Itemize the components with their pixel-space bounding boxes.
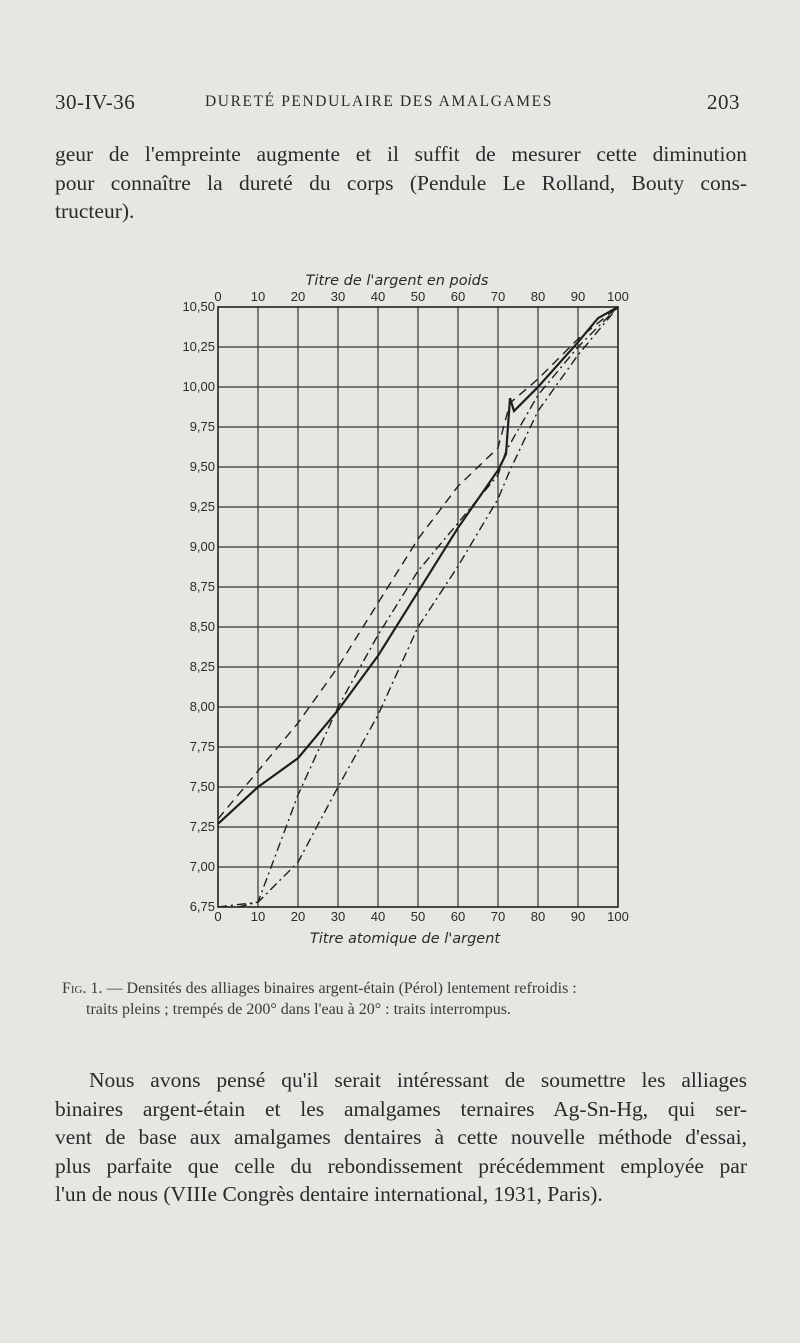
x2-tick-labels: [214, 289, 628, 304]
running-head-date: 30-IV-36: [55, 90, 136, 114]
series-line-dash-dot: [238, 307, 618, 907]
x-tick-label: 60: [450, 909, 466, 924]
x-tick-label: 0: [214, 909, 222, 924]
y-tick-label: 9,50: [189, 459, 215, 474]
x-tick-label: 80: [530, 909, 546, 924]
top-axis-title: Titre de l'argent en poids: [305, 273, 489, 289]
x2-tick-label: 60: [450, 289, 466, 304]
caption-label: Fig. 1.: [62, 980, 103, 997]
text-line: vent de base aux amalgames dentaires à cette nouvelle méthode d'essai,: [55, 1125, 747, 1149]
caption-text-1: — Densités des alliages binaires argent-étain (Pérol) lentement refroidis :: [102, 980, 577, 997]
x-tick-labels: [214, 909, 628, 924]
paragraph-bottom: [55, 1066, 747, 1209]
x2-tick-label: 80: [530, 289, 546, 304]
x-tick-label: 10: [250, 909, 266, 924]
x-tick-label: 100: [607, 909, 629, 924]
y-tick-label: 9,75: [189, 419, 215, 434]
x-tick-label: 30: [330, 909, 346, 924]
text-line: Nous avons pensé qu'il serait intéressant de soumettre les alliages: [89, 1068, 747, 1092]
y-tick-label: 8,75: [189, 579, 215, 594]
x-tick-label: 70: [490, 909, 506, 924]
text-line: l'un de nous (VIIIe Congrès dentaire international, 1931, Paris).: [55, 1182, 603, 1206]
text-line: pour connaître la dureté du corps (Pendule Le Rolland, Bouty cons-: [55, 170, 747, 195]
x-tick-label: 90: [570, 909, 586, 924]
text-line: plus parfaite que celle du rebondissement précédemment employée par: [55, 1153, 747, 1178]
y-tick-label: 10,00: [182, 379, 215, 394]
running-head-title: DURETÉ PENDULAIRE DES AMALGAMES: [205, 93, 553, 110]
y-tick-label: 7,50: [189, 779, 215, 794]
y-tick-label: 9,25: [189, 499, 215, 514]
y-tick-label: 10,50: [182, 299, 215, 314]
chart-grid: [218, 307, 618, 907]
y-tick-label: 10,25: [182, 339, 215, 354]
x2-tick-label: 20: [290, 289, 306, 304]
figure-caption: [62, 978, 762, 1020]
x-tick-label: 50: [410, 909, 426, 924]
y-tick-label: 6,75: [189, 899, 215, 914]
caption-text-2: traits pleins ; trempés de 200° dans l'eau à 20° : traits interrompus.: [86, 1001, 511, 1018]
y-tick-labels: [182, 299, 215, 914]
text-line: binaires argent-étain et les amalgames ternaires Ag-Sn-Hg, qui ser-: [55, 1096, 747, 1121]
y-tick-label: 7,00: [189, 859, 215, 874]
x-tick-label: 40: [370, 909, 386, 924]
x-tick-label: 20: [290, 909, 306, 924]
bottom-axis-title: Titre atomique de l'argent: [309, 931, 501, 947]
x2-tick-label: 50: [410, 289, 426, 304]
text-line: geur de l'empreinte augmente et il suffit de mesurer cette diminution: [55, 142, 747, 166]
x2-tick-label: 0: [214, 289, 222, 304]
text-line: tructeur).: [55, 199, 135, 223]
y-tick-label: 8,50: [189, 619, 215, 634]
y-tick-label: 8,25: [189, 659, 215, 674]
y-tick-label: 7,25: [189, 819, 215, 834]
y-tick-label: 9,00: [189, 539, 215, 554]
y-tick-label: 7,75: [189, 739, 215, 754]
x2-tick-label: 100: [607, 289, 629, 304]
x2-tick-label: 10: [250, 289, 266, 304]
x2-tick-label: 70: [490, 289, 506, 304]
x2-tick-label: 30: [330, 289, 346, 304]
page-number: 203: [707, 90, 740, 114]
x2-tick-label: 90: [570, 289, 586, 304]
x2-tick-label: 40: [370, 289, 386, 304]
y-tick-label: 8,00: [189, 699, 215, 714]
